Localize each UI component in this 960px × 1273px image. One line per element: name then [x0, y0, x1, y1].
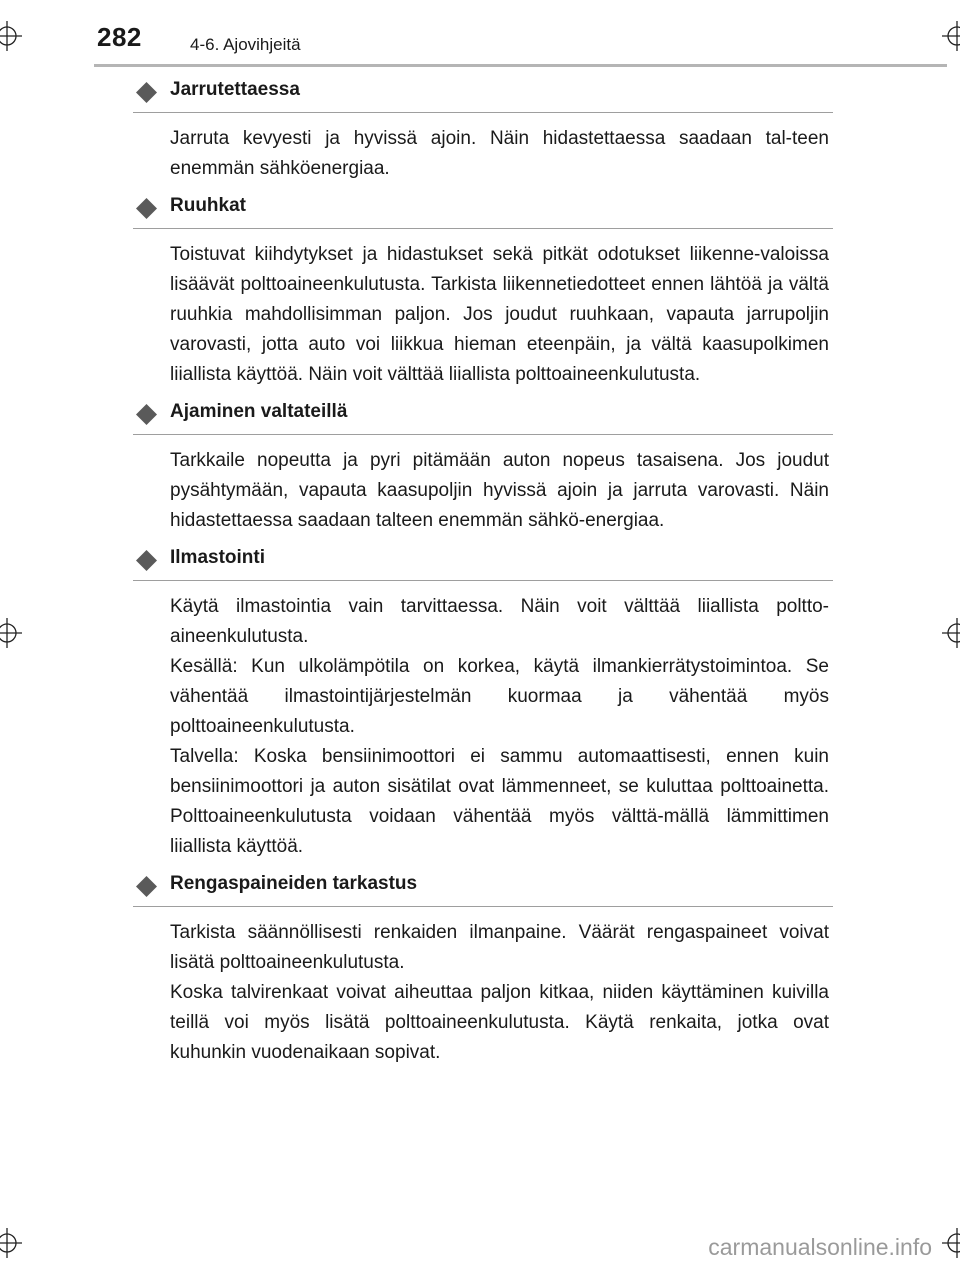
diamond-bullet-icon [136, 550, 157, 571]
registration-mark-bottom-left [0, 1228, 22, 1258]
section-heading [133, 74, 833, 113]
diamond-bullet-icon [136, 82, 157, 103]
paragraph: Toistuvat kiihdytykset ja hidastukset sekä pitkät odotukset liikenne-valoissa lisäävät polttoaineenkulutusta. Tarkista liikennetiedotteet ennen lähtöä ja vältä ruuhkia mahdollisimman paljon. Jos joudut ruuhkaan, vapauta jarrupoljin varovasti, jotta auto voi liikkua hieman eteenpäin, ja vältä kaasupolkimen liiallista käyttöä. Näin voit välttää liiallista polttoaineenkulutusta. [170, 244, 829, 385]
section-body [170, 124, 829, 184]
section-rengaspaineiden-tarkastus [133, 868, 833, 1068]
section-heading [133, 542, 833, 581]
section-title: Rengaspaineiden tarkastus [170, 873, 418, 894]
paragraph: Tarkista säännöllisesti renkaiden ilmanpaine. Väärät rengaspaineet voivat lisätä polttoaineenkulutusta. [170, 922, 829, 973]
paragraph: Jarruta kevyesti ja hyvissä ajoin. Näin hidastettaessa saadaan tal-teen enemmän sähköenergiaa. [170, 128, 829, 179]
paragraph: Talvella: Koska bensiinimoottori ei sammu automaattisesti, ennen kuin bensiinimoottori ja auton sisätilat ovat lämmenneet, se kuluttaa polttoainetta. Polttoaineenkulutusta voidaan vähentää myös välttä-mällä lämmittimen liiallista käyttöä. [170, 746, 829, 857]
section-heading [133, 396, 833, 435]
section-title: Ilmastointi [170, 547, 266, 568]
section-ilmastointi [133, 542, 833, 862]
paragraph: Koska talvirenkaat voivat aiheuttaa paljon kitkaa, niiden käyttäminen kuivilla teillä voi myös lisätä polttoaineenkulutusta. Käytä renkaita, jotka ovat kuhunkin vuodenaikaan sopivat. [170, 982, 829, 1063]
section-heading [133, 868, 833, 907]
section-title: Ajaminen valtateillä [170, 401, 348, 422]
section-body [170, 240, 829, 390]
section-body [170, 446, 829, 536]
section-heading [133, 190, 833, 229]
section-ajaminen-valtateilla [133, 396, 833, 536]
footer-watermark: carmanualsonline.info [708, 1234, 932, 1260]
registration-mark-top-right [942, 21, 960, 51]
section-title: Jarrutettaessa [170, 79, 300, 100]
section-jarrutettaessa [133, 74, 833, 184]
paragraph: Tarkkaile nopeutta ja pyri pitämään auton nopeus tasaisena. Jos joudut pysähtymään, vapauta kaasupoljin hyvissä ajoin ja jarruta varovasti. Näin hidastettaessa saadaan talteen enemmän sähkö-energiaa. [170, 450, 829, 531]
section-title: Ruuhkat [170, 195, 246, 216]
diamond-bullet-icon [136, 876, 157, 897]
registration-mark-middle-left [0, 618, 22, 648]
diamond-bullet-icon [136, 404, 157, 425]
paragraph: Käytä ilmastointia vain tarvittaessa. Näin voit välttää liiallista poltto-aineenkulutusta. [170, 596, 829, 647]
section-body [170, 592, 829, 862]
section-label: 4-6. Ajovihjeitä [190, 35, 301, 54]
diamond-bullet-icon [136, 198, 157, 219]
page-content [133, 74, 833, 1074]
header-rule [94, 64, 947, 67]
section-body [170, 918, 829, 1068]
registration-mark-middle-right [942, 618, 960, 648]
registration-mark-bottom-right [942, 1228, 960, 1258]
paragraph: Kesällä: Kun ulkolämpötila on korkea, käytä ilmankierrätystoimintoa. Se vähentää ilmastointijärjestelmän kuormaa ja vähentää myös polttoaineenkulutusta. [170, 656, 829, 737]
page-number: 282 [97, 22, 142, 52]
registration-mark-top-left [0, 21, 22, 51]
section-ruuhkat [133, 190, 833, 390]
